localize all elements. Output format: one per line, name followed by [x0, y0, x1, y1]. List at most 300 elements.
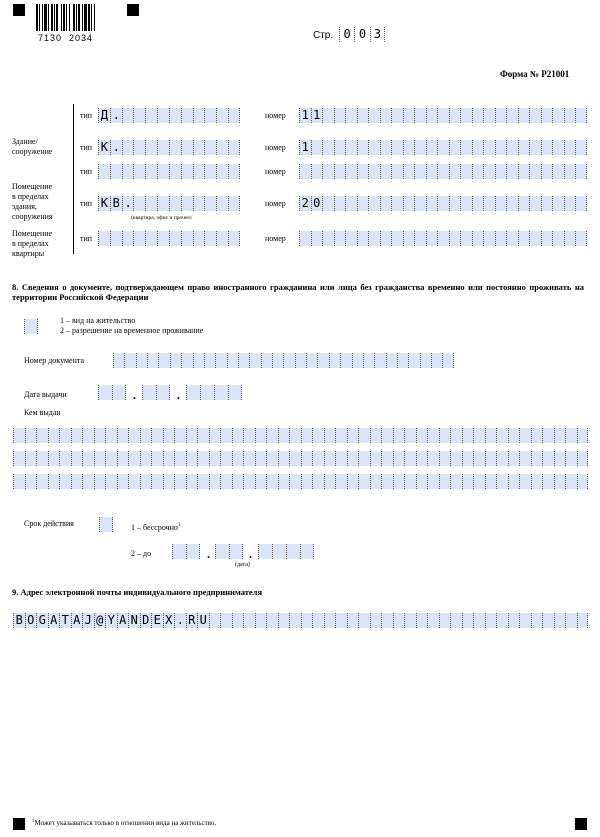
character-cell [151, 428, 163, 443]
character-cell [518, 196, 530, 211]
character-cell [483, 231, 495, 246]
character-cell [36, 428, 48, 443]
character-cell [431, 353, 442, 368]
character-cell [564, 231, 576, 246]
character-cell [450, 451, 462, 466]
character-cell [506, 196, 518, 211]
barcode-bar [78, 4, 80, 31]
character-cell [506, 231, 518, 246]
character-cell [414, 196, 426, 211]
character-cell [529, 140, 541, 155]
character-cell [374, 353, 385, 368]
barcode-bar [56, 4, 58, 31]
option-temporary-residence: 2 – разрешение на временное проживание [60, 326, 204, 335]
character-cell [552, 196, 564, 211]
character-cell [128, 474, 140, 489]
character-cell [220, 451, 232, 466]
form-title: Форма № Р21001 [500, 69, 570, 79]
character-cell [163, 451, 175, 466]
character-cell [209, 474, 221, 489]
character-cell [122, 140, 134, 155]
character-cell: B [13, 613, 25, 628]
address-type-field[interactable] [98, 196, 240, 211]
barcode-bar [73, 4, 75, 31]
character-cell [94, 451, 106, 466]
character-cell [122, 164, 134, 179]
character-cell [518, 231, 530, 246]
address-number-field[interactable] [299, 140, 587, 155]
barcode-bar [48, 4, 49, 31]
character-cell [472, 231, 484, 246]
character-cell [414, 231, 426, 246]
character-cell [370, 474, 382, 489]
character-cell: Д [98, 108, 110, 123]
character-cell [215, 353, 226, 368]
character-cell [577, 451, 589, 466]
character-cell [565, 474, 577, 489]
corner-mark-top-left [13, 4, 25, 16]
character-cell [426, 108, 438, 123]
character-cell [485, 428, 497, 443]
character-cell [105, 451, 117, 466]
character-cell: 1 [311, 108, 323, 123]
character-cell [278, 613, 290, 628]
corner-mark-bottom-right [575, 818, 587, 830]
character-cell: T [59, 613, 71, 628]
barcode-bar [66, 4, 67, 31]
character-cell [311, 140, 323, 155]
character-cell: . [110, 108, 122, 123]
character-cell [25, 451, 37, 466]
character-cell [278, 451, 290, 466]
footnote-text: Может указываться только в отношении вида на жительство. [34, 819, 217, 828]
character-cell [345, 108, 357, 123]
address-number-field[interactable] [299, 196, 587, 211]
validity-day-field[interactable] [172, 544, 200, 559]
character-cell [82, 428, 94, 443]
character-cell: 0 [339, 27, 354, 42]
character-cell [48, 428, 60, 443]
premises-apartment-label: Помещение в пределах квартиры [12, 229, 53, 258]
character-cell [266, 613, 278, 628]
character-cell: X [163, 613, 175, 628]
character-cell [133, 108, 145, 123]
character-cell [391, 231, 403, 246]
character-cell [216, 164, 228, 179]
character-cell [181, 164, 193, 179]
character-cell [324, 474, 336, 489]
character-cell [105, 428, 117, 443]
character-cell [565, 451, 577, 466]
date-separator: . [133, 388, 136, 402]
character-cell [197, 428, 209, 443]
character-cell [393, 474, 405, 489]
character-cell [368, 164, 380, 179]
barcode-bar [94, 4, 95, 31]
character-cell [554, 428, 566, 443]
character-cell [460, 231, 472, 246]
character-cell [112, 385, 126, 400]
character-cell [508, 428, 520, 443]
character-cell: . [174, 613, 186, 628]
validity-type-field[interactable] [99, 517, 113, 532]
character-cell [542, 451, 554, 466]
barcode-bar [76, 4, 77, 31]
character-cell [518, 140, 530, 155]
character-cell [449, 140, 461, 155]
character-cell [228, 140, 240, 155]
character-cell [169, 164, 181, 179]
character-cell [204, 140, 216, 155]
character-cell [462, 428, 474, 443]
character-cell [363, 353, 374, 368]
issue-month-field[interactable] [142, 385, 170, 400]
character-cell: 1 [299, 108, 311, 123]
character-cell [204, 231, 216, 246]
issued-by-line-2[interactable] [13, 451, 588, 466]
character-cell [36, 451, 48, 466]
character-cell [228, 231, 240, 246]
character-cell [243, 428, 255, 443]
character-cell [243, 474, 255, 489]
character-cell [25, 428, 37, 443]
address-bracket-line [73, 104, 74, 254]
character-cell [416, 613, 428, 628]
doc-number-field[interactable] [113, 353, 454, 368]
character-cell [577, 474, 589, 489]
character-cell: A [71, 613, 83, 628]
character-cell [416, 428, 428, 443]
character-cell: D [140, 613, 152, 628]
validity-option-until: 2 – до [131, 549, 152, 558]
barcode-bar [91, 4, 92, 31]
character-cell: E [151, 613, 163, 628]
validity-month-field[interactable] [215, 544, 243, 559]
character-cell [495, 140, 507, 155]
character-cell [496, 613, 508, 628]
character-cell [541, 108, 553, 123]
issued-by-line-1[interactable] [13, 428, 588, 443]
character-cell [460, 196, 472, 211]
character-cell: A [117, 613, 129, 628]
character-cell [324, 428, 336, 443]
character-cell [381, 474, 393, 489]
character-cell [232, 474, 244, 489]
character-cell [541, 196, 553, 211]
character-cell [204, 108, 216, 123]
character-cell [300, 544, 314, 559]
character-cell [473, 474, 485, 489]
character-cell: 1 [299, 140, 311, 155]
character-cell [122, 108, 134, 123]
character-cell [258, 544, 272, 559]
page-number-field[interactable] [339, 27, 385, 42]
character-cell [301, 613, 313, 628]
character-cell [186, 385, 200, 400]
character-cell [427, 474, 439, 489]
character-cell [357, 140, 369, 155]
character-cell [449, 108, 461, 123]
character-cell [391, 140, 403, 155]
character-cell [414, 164, 426, 179]
character-cell [200, 385, 214, 400]
character-cell [186, 474, 198, 489]
character-cell [473, 451, 485, 466]
character-cell [145, 164, 157, 179]
character-cell [71, 428, 83, 443]
character-cell: G [36, 613, 48, 628]
type-label: тип [80, 234, 93, 243]
character-cell [381, 613, 393, 628]
apartment-hint: (квартира, офис и прочее) [131, 215, 192, 221]
character-cell [289, 613, 301, 628]
number-label: номер [265, 199, 286, 208]
character-cell [462, 451, 474, 466]
character-cell [552, 140, 564, 155]
issue-date-label: Дата выдачи [24, 390, 67, 399]
issue-year-field[interactable] [186, 385, 242, 400]
character-cell [193, 108, 205, 123]
character-cell [99, 517, 113, 532]
character-cell [227, 353, 238, 368]
character-cell [113, 353, 124, 368]
character-cell [186, 451, 198, 466]
character-cell [564, 164, 576, 179]
character-cell [157, 140, 169, 155]
character-cell [414, 108, 426, 123]
character-cell [449, 196, 461, 211]
character-cell [110, 164, 122, 179]
character-cell [541, 140, 553, 155]
barcode-bar [84, 4, 87, 31]
character-cell [299, 231, 311, 246]
character-cell [334, 108, 346, 123]
character-cell [243, 451, 255, 466]
character-cell [163, 474, 175, 489]
character-cell [531, 613, 543, 628]
barcode-bar [51, 4, 53, 31]
character-cell [347, 451, 359, 466]
character-cell [437, 196, 449, 211]
character-cell [426, 140, 438, 155]
character-cell [391, 164, 403, 179]
character-cell [575, 231, 587, 246]
character-cell [577, 613, 589, 628]
corner-mark-bottom-left [13, 818, 25, 830]
address-type-field[interactable] [98, 164, 240, 179]
validity-option-unlimited-text: 1 – бессрочно [131, 522, 178, 532]
character-cell [13, 428, 25, 443]
character-cell [357, 164, 369, 179]
character-cell [483, 108, 495, 123]
character-cell: 3 [370, 27, 385, 42]
character-cell: 2 [299, 196, 311, 211]
character-cell: К [98, 140, 110, 155]
character-cell [25, 474, 37, 489]
character-cell [59, 474, 71, 489]
barcode-bar [54, 4, 55, 31]
character-cell [404, 451, 416, 466]
character-cell [437, 231, 449, 246]
doc-type-field[interactable] [24, 319, 38, 334]
character-cell [508, 474, 520, 489]
character-cell [403, 231, 415, 246]
character-cell [542, 613, 554, 628]
character-cell [542, 474, 554, 489]
character-cell [357, 196, 369, 211]
character-cell [13, 474, 25, 489]
character-cell [209, 428, 221, 443]
character-cell [335, 474, 347, 489]
character-cell [71, 474, 83, 489]
character-cell [380, 164, 392, 179]
issue-day-field[interactable] [98, 385, 126, 400]
character-cell [386, 353, 397, 368]
character-cell [278, 428, 290, 443]
character-cell [117, 428, 129, 443]
character-cell [272, 353, 283, 368]
character-cell [301, 474, 313, 489]
character-cell: U [197, 613, 209, 628]
character-cell: R [186, 613, 198, 628]
character-cell [403, 164, 415, 179]
address-type-field[interactable] [98, 231, 240, 246]
character-cell [243, 613, 255, 628]
character-cell [420, 353, 431, 368]
character-cell [531, 428, 543, 443]
character-cell [427, 451, 439, 466]
character-cell [311, 231, 323, 246]
character-cell [472, 140, 484, 155]
character-cell [380, 140, 392, 155]
character-cell [163, 428, 175, 443]
address-number-field[interactable] [299, 164, 587, 179]
character-cell [575, 196, 587, 211]
barcode-bar [39, 4, 40, 31]
character-cell [529, 196, 541, 211]
character-cell [312, 474, 324, 489]
character-cell [145, 140, 157, 155]
character-cell [204, 164, 216, 179]
character-cell [145, 231, 157, 246]
character-cell: 0 [311, 196, 323, 211]
character-cell: . [110, 140, 122, 155]
issued-by-line-3[interactable] [13, 474, 588, 489]
address-number-field[interactable] [299, 231, 587, 246]
character-cell [181, 196, 193, 211]
number-label: номер [265, 167, 286, 176]
date-separator: . [177, 388, 180, 402]
character-cell [460, 108, 472, 123]
character-cell [416, 451, 428, 466]
character-cell [414, 140, 426, 155]
character-cell [151, 474, 163, 489]
email-field[interactable] [13, 613, 588, 628]
character-cell [472, 108, 484, 123]
corner-mark-top-right [127, 4, 139, 16]
character-cell [449, 231, 461, 246]
character-cell: В [110, 196, 122, 211]
character-cell [519, 474, 531, 489]
character-cell [140, 428, 152, 443]
character-cell [299, 164, 311, 179]
character-cell [554, 451, 566, 466]
character-cell [518, 108, 530, 123]
character-cell [122, 231, 134, 246]
barcode-bar [88, 4, 90, 31]
character-cell [370, 451, 382, 466]
character-cell [13, 451, 25, 466]
character-cell [483, 196, 495, 211]
address-type-field[interactable] [98, 140, 240, 155]
character-cell [157, 231, 169, 246]
character-cell [496, 428, 508, 443]
character-cell [228, 164, 240, 179]
character-cell [278, 474, 290, 489]
address-type-field[interactable] [98, 108, 240, 123]
character-cell [334, 164, 346, 179]
character-cell [204, 196, 216, 211]
barcode-bar [42, 4, 43, 31]
character-cell [133, 164, 145, 179]
character-cell [575, 164, 587, 179]
character-cell [472, 164, 484, 179]
character-cell [142, 385, 156, 400]
character-cell [289, 451, 301, 466]
character-cell [59, 428, 71, 443]
character-cell [380, 108, 392, 123]
character-cell [437, 140, 449, 155]
character-cell [380, 231, 392, 246]
issued-by-label: Кем выдан [24, 408, 61, 417]
character-cell [174, 428, 186, 443]
date-separator: . [249, 547, 252, 561]
character-cell [220, 474, 232, 489]
address-number-field[interactable] [299, 108, 587, 123]
character-cell [564, 196, 576, 211]
character-cell [255, 451, 267, 466]
character-cell [575, 108, 587, 123]
character-cell [181, 231, 193, 246]
character-cell [347, 613, 359, 628]
character-cell [426, 231, 438, 246]
character-cell [403, 196, 415, 211]
validity-year-field[interactable] [258, 544, 314, 559]
character-cell [286, 544, 300, 559]
character-cell [324, 451, 336, 466]
character-cell [462, 474, 474, 489]
character-cell [216, 108, 228, 123]
character-cell [508, 451, 520, 466]
character-cell [145, 196, 157, 211]
character-cell [554, 474, 566, 489]
footnote-mark: 1 [177, 523, 181, 528]
character-cell [426, 196, 438, 211]
character-cell [98, 164, 110, 179]
character-cell [460, 140, 472, 155]
character-cell [577, 428, 589, 443]
character-cell [450, 474, 462, 489]
character-cell [197, 451, 209, 466]
character-cell [193, 353, 204, 368]
character-cell [193, 231, 205, 246]
character-cell [110, 231, 122, 246]
character-cell [48, 474, 60, 489]
barcode-bar [69, 4, 70, 31]
character-cell [357, 108, 369, 123]
character-cell [449, 164, 461, 179]
character-cell [158, 353, 169, 368]
